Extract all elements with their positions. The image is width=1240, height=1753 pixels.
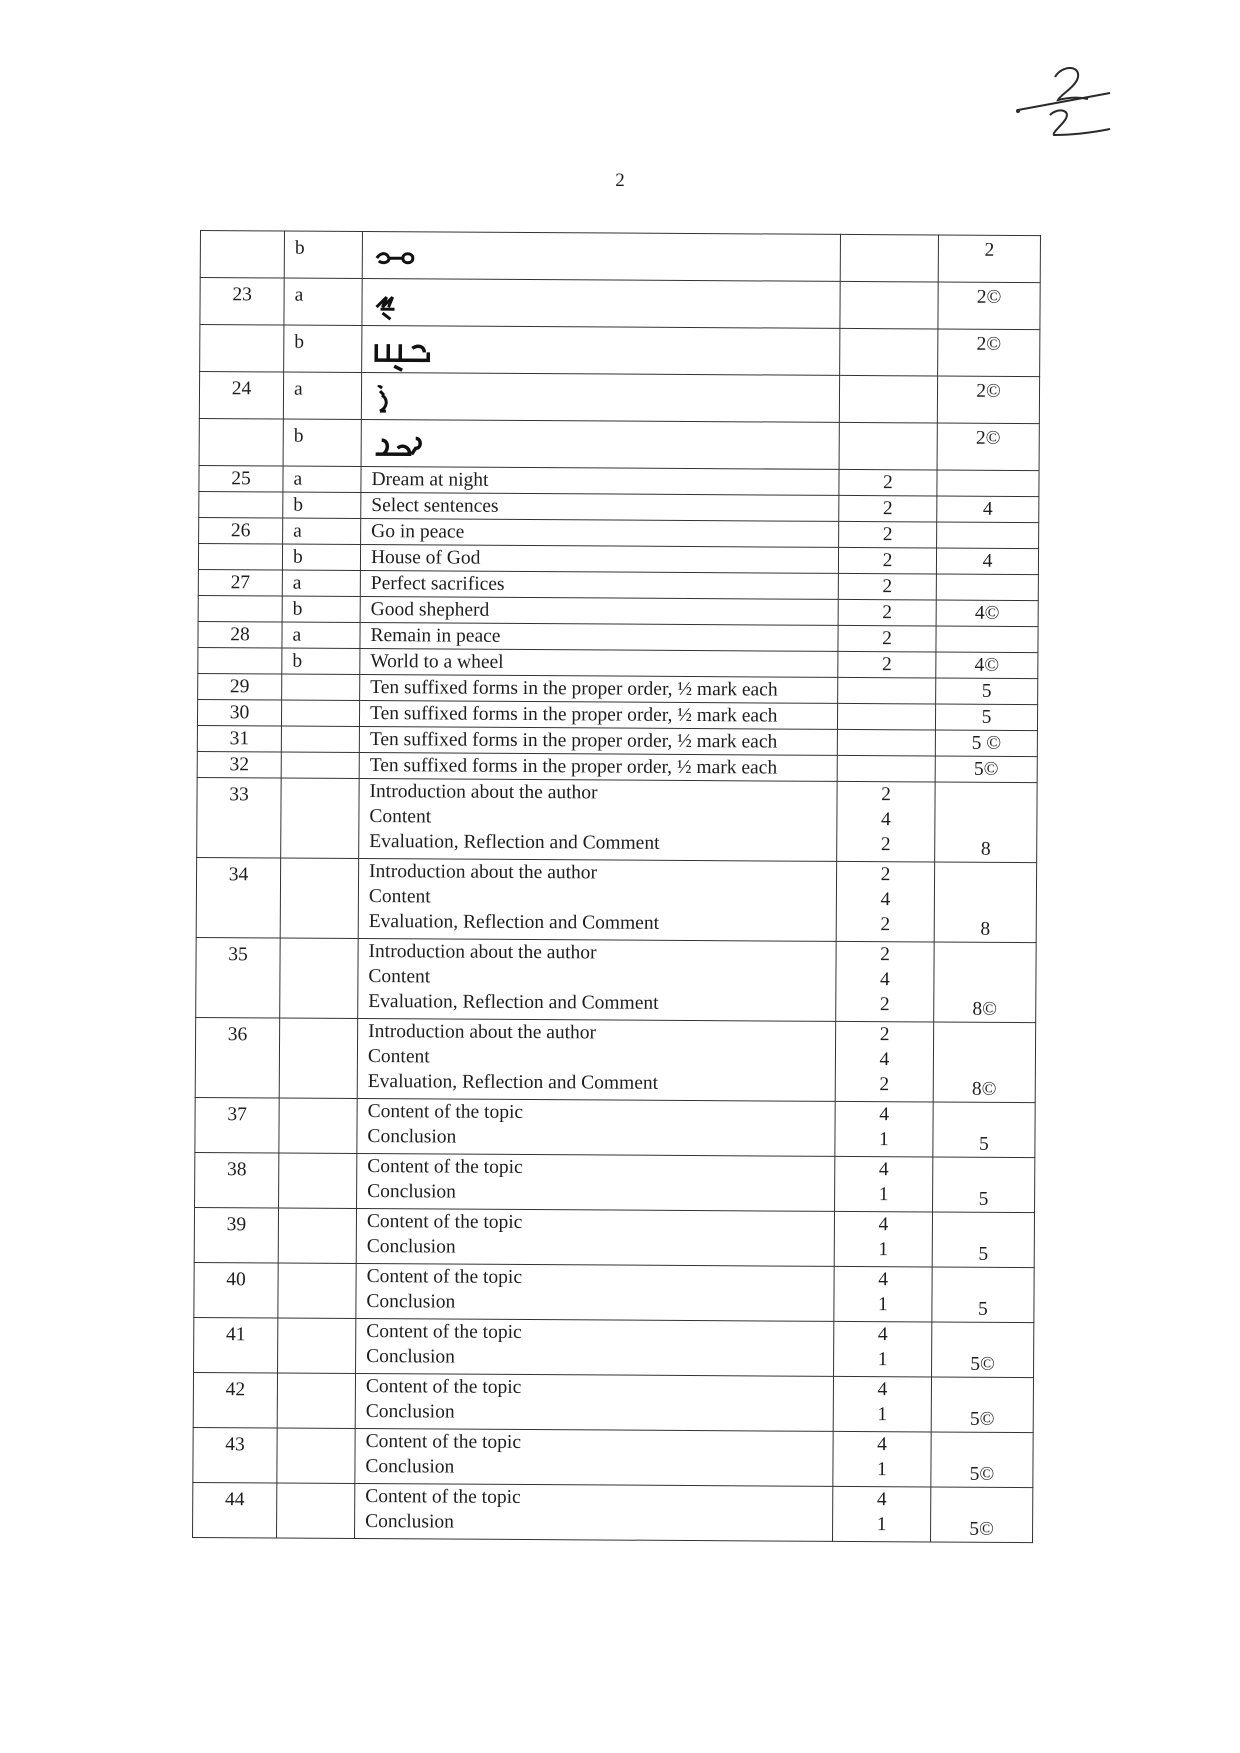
marks-breakdown-cell: [835, 1156, 933, 1212]
sub-part-cell: a: [283, 466, 361, 492]
content-line: Introduction about the author: [369, 861, 598, 884]
content-line: Perfect sacrifices: [370, 573, 505, 595]
marks-breakdown-cell: [835, 1101, 933, 1157]
content-line: Content of the topic: [367, 1101, 524, 1123]
marks-breakdown-cell: [837, 703, 935, 730]
table-row: [194, 1317, 1034, 1377]
marks-breakdown-cell: [839, 495, 937, 522]
answer-content-cell: [357, 1018, 835, 1101]
total-marks-cell: 2©: [938, 282, 1040, 330]
table-row: [193, 1427, 1033, 1487]
mark-value: 2: [879, 1024, 890, 1046]
syriac-word-image: [372, 432, 442, 466]
marks-breakdown-cell: [834, 1266, 932, 1322]
question-number-cell: 31: [197, 725, 281, 752]
total-marks-cell: 4©: [936, 600, 1038, 627]
answer-content-cell: [355, 1483, 833, 1541]
sub-part-cell: a: [284, 278, 362, 325]
answer-content-cell: [360, 648, 838, 677]
sub-part-cell: [278, 1318, 356, 1373]
marks-breakdown-cell: [839, 422, 937, 470]
mark-value: 2: [882, 550, 893, 572]
question-number-cell: 37: [195, 1097, 279, 1153]
marks-breakdown-cell: [834, 1321, 932, 1377]
marks-breakdown-cell: [838, 651, 936, 678]
mark-value: 4: [878, 1269, 889, 1291]
mark-value: 4: [879, 1049, 890, 1071]
sub-part-cell: [281, 726, 359, 752]
content-line: Conclusion: [367, 1126, 457, 1148]
content-line: Content: [367, 1046, 430, 1068]
sub-part-cell: [280, 858, 358, 938]
table-row: [200, 231, 1040, 283]
content-line: Content of the topic: [365, 1376, 522, 1398]
marks-breakdown-cell: [834, 1211, 932, 1267]
total-marks-cell: 2©: [937, 423, 1039, 471]
total-marks-cell: 4: [937, 496, 1039, 523]
content-line: Evaluation, Reflection and Comment: [368, 991, 659, 1014]
mark-value: 4: [877, 1379, 888, 1401]
syriac-word-image: [372, 291, 442, 325]
marks-breakdown-cell: [839, 521, 937, 548]
total-marks-cell: 2©: [937, 376, 1039, 424]
sub-part-cell: a: [283, 518, 361, 544]
total-marks-cell: 5: [932, 1267, 1034, 1323]
total-marks-cell: [936, 626, 1038, 653]
mark-value: 4: [877, 1324, 888, 1346]
page-number: 2: [615, 170, 625, 191]
question-number-cell: 32: [197, 751, 281, 778]
total-marks-cell: 2: [938, 235, 1040, 283]
answer-content-cell: [360, 544, 838, 573]
marks-breakdown-cell: [839, 469, 937, 496]
mark-value: 4: [878, 1159, 889, 1181]
table-row: [199, 372, 1039, 424]
table-row: [195, 1097, 1035, 1157]
question-number-cell: 27: [198, 569, 282, 596]
sub-part-cell: [281, 700, 359, 726]
marks-breakdown-cell: [838, 573, 936, 600]
answer-content-cell: [361, 466, 839, 495]
content-line: Introduction about the author: [368, 941, 597, 964]
mark-value: 2: [882, 602, 893, 624]
marks-breakdown-cell: [840, 281, 938, 329]
content-line: Ten suffixed forms in the proper order, ½ mark each: [369, 703, 778, 727]
mark-value: 2: [880, 864, 891, 886]
mark-value: 4: [879, 969, 890, 991]
syriac-word-image: [372, 338, 442, 372]
content-line: Conclusion: [365, 1511, 455, 1533]
marks-breakdown-cell: [838, 547, 936, 574]
question-number-cell: [199, 418, 283, 466]
mark-value: 4: [877, 1434, 888, 1456]
question-number-cell: [198, 647, 282, 674]
content-line: Evaluation, Reflection and Comment: [368, 911, 660, 934]
content-line: Conclusion: [365, 1401, 455, 1423]
question-number-cell: 28: [198, 621, 282, 648]
answer-content-cell: [360, 570, 838, 599]
marks-breakdown-cell: [833, 1376, 931, 1432]
marks-breakdown-cell: [838, 677, 936, 704]
question-number-cell: [200, 231, 284, 279]
table-row: [200, 325, 1040, 377]
total-marks-cell: 5©: [932, 1322, 1034, 1378]
marks-breakdown-cell: [837, 755, 935, 782]
syriac-word-image: [372, 385, 442, 419]
question-number-cell: 42: [193, 1372, 277, 1428]
question-number-cell: 26: [199, 517, 283, 544]
mark-value: 2: [879, 1074, 890, 1096]
mark-value: 1: [877, 1349, 888, 1371]
sub-part-cell: b: [282, 596, 360, 622]
mark-value: 2: [880, 944, 891, 966]
sub-part-cell: [280, 938, 358, 1018]
answer-content-cell: [357, 1153, 835, 1211]
answer-content-cell: [358, 938, 836, 1021]
total-marks-cell: 8: [935, 782, 1037, 863]
answer-content-cell: [355, 1373, 833, 1431]
sub-part-cell: [277, 1483, 355, 1538]
question-number-cell: [198, 543, 282, 570]
syriac-word-image: [373, 244, 443, 278]
question-number-cell: 41: [194, 1317, 278, 1373]
question-number-cell: [198, 595, 282, 622]
marks-breakdown-cell: [838, 625, 936, 652]
content-line: Content of the topic: [366, 1211, 523, 1233]
content-line: Remain in peace: [370, 625, 501, 647]
sub-part-cell: a: [282, 570, 360, 596]
table-row: [197, 777, 1037, 862]
question-number-cell: 40: [194, 1262, 278, 1318]
content-line: Ten suffixed forms in the proper order, ½ mark each: [370, 677, 778, 701]
answer-content-cell: [362, 231, 840, 281]
table-row: [194, 1207, 1034, 1267]
answer-content-cell: [361, 492, 839, 521]
sub-part-cell: a: [283, 372, 361, 419]
mark-value: 2: [880, 914, 891, 936]
mark-value: 2: [882, 628, 892, 650]
marks-breakdown-cell: [838, 599, 936, 626]
mark-value: 1: [878, 1239, 889, 1261]
mark-value: 2: [879, 994, 890, 1016]
sub-part-cell: [279, 1018, 357, 1098]
table-row: [199, 418, 1039, 470]
content-line: Select sentences: [371, 495, 499, 517]
content-line: Conclusion: [367, 1181, 457, 1203]
answer-content-cell: [357, 1098, 835, 1156]
total-marks-cell: 4: [936, 548, 1038, 575]
content-line: Conclusion: [366, 1346, 456, 1368]
content-line: Content of the topic: [366, 1266, 523, 1288]
total-marks-cell: 5: [935, 704, 1037, 731]
sub-part-cell: [278, 1263, 356, 1318]
content-line: Good shepherd: [370, 599, 490, 621]
total-marks-cell: [937, 522, 1039, 549]
sub-part-cell: b: [283, 492, 361, 518]
mark-value: 2: [882, 524, 893, 546]
answer-content-cell: [359, 778, 837, 861]
answer-content-cell: [356, 1318, 834, 1376]
mark-value: 2: [882, 498, 893, 520]
answer-content-cell: [362, 278, 840, 328]
content-line: Ten suffixed forms in the proper order, ½ mark each: [369, 729, 778, 753]
sub-part-cell: b: [283, 419, 361, 466]
table-row: [200, 278, 1040, 330]
answer-content-cell: [362, 325, 840, 375]
content-line: Conclusion: [365, 1456, 455, 1478]
total-marks-cell: [937, 470, 1039, 497]
marks-breakdown-cell: [840, 234, 938, 282]
content-line: Introduction about the author: [368, 1021, 597, 1044]
answer-content-cell: [360, 674, 838, 703]
total-marks-cell: [936, 574, 1038, 601]
sub-part-cell: b: [282, 648, 360, 674]
answer-content-cell: [360, 622, 838, 651]
question-number-cell: 25: [199, 465, 283, 492]
mark-value: 4: [880, 809, 891, 831]
content-line: Content of the topic: [366, 1321, 522, 1343]
mark-value: 1: [878, 1294, 888, 1316]
question-number-cell: [199, 491, 283, 518]
question-number-cell: 24: [199, 372, 283, 420]
answer-content-cell: [360, 596, 838, 625]
content-line: Conclusion: [366, 1236, 456, 1258]
question-number-cell: 39: [194, 1207, 278, 1263]
mark-value: 2: [882, 576, 893, 598]
marks-breakdown-cell: [833, 1486, 931, 1542]
table-row: [194, 1262, 1034, 1322]
content-line: Evaluation, Reflection and Comment: [367, 1071, 659, 1094]
marks-breakdown-cell: [840, 328, 938, 376]
mark-value: 1: [878, 1184, 889, 1206]
mark-value: 4: [879, 1104, 890, 1126]
sub-part-cell: [281, 752, 359, 778]
content-line: Evaluation, Reflection and Comment: [369, 831, 660, 854]
answer-content-cell: [356, 1263, 834, 1321]
answer-content-cell: [359, 726, 837, 755]
content-line: Content: [369, 806, 432, 828]
table-row: [196, 857, 1036, 942]
table-row: [193, 1482, 1033, 1542]
answer-content-cell: [361, 372, 839, 422]
sub-part-cell: [277, 1428, 355, 1483]
total-marks-cell: 5©: [930, 1487, 1032, 1543]
content-line: Content of the topic: [365, 1486, 521, 1508]
marks-breakdown-cell: [839, 375, 937, 423]
total-marks-cell: 8©: [933, 1022, 1035, 1103]
total-marks-cell: 2©: [938, 329, 1040, 377]
total-marks-cell: 5 ©: [935, 730, 1037, 757]
content-line: Ten suffixed forms in the proper order, ½ mark each: [369, 755, 778, 779]
handwritten-page-mark: [1010, 55, 1130, 150]
content-line: Dream at night: [371, 469, 489, 491]
total-marks-cell: 5: [936, 678, 1038, 705]
mark-value: 1: [877, 1459, 887, 1481]
content-line: World to a wheel: [370, 651, 504, 673]
content-line: Go in peace: [371, 521, 465, 543]
content-line: Content: [368, 966, 431, 988]
question-number-cell: 33: [197, 777, 281, 858]
question-number-cell: 44: [193, 1482, 277, 1538]
sub-part-cell: a: [282, 622, 360, 648]
sub-part-cell: b: [282, 544, 360, 570]
answer-content-cell: [359, 700, 837, 729]
content-line: House of God: [370, 547, 481, 569]
mark-value: 2: [880, 834, 891, 856]
mark-value: 2: [881, 654, 892, 676]
sub-part-cell: [279, 1098, 357, 1153]
mark-value: 2: [881, 784, 892, 806]
answer-content-cell: [361, 419, 839, 469]
mark-value: 4: [876, 1489, 887, 1511]
sub-part-cell: [279, 1153, 357, 1208]
content-line: Content: [368, 886, 431, 908]
total-marks-cell: 5©: [931, 1432, 1033, 1488]
table-row: [196, 937, 1036, 1022]
answer-content-cell: [359, 752, 837, 781]
marks-breakdown-cell: [836, 941, 934, 1022]
mark-value: 1: [879, 1129, 889, 1151]
content-line: Conclusion: [366, 1291, 456, 1313]
table-row: [195, 1017, 1035, 1102]
total-marks-cell: 5©: [935, 756, 1037, 783]
marks-breakdown-cell: [837, 729, 935, 756]
answer-content-cell: [356, 1208, 834, 1266]
question-number-cell: 35: [196, 937, 280, 1018]
question-number-cell: 36: [195, 1017, 279, 1098]
sub-part-cell: [281, 778, 359, 858]
table-row: [193, 1372, 1033, 1432]
marks-breakdown-cell: [836, 861, 934, 942]
question-number-cell: 34: [196, 857, 280, 938]
answer-content-cell: [355, 1428, 833, 1486]
marking-scheme-table: [192, 230, 1041, 1543]
question-number-cell: 23: [200, 278, 284, 326]
total-marks-cell: 5: [933, 1102, 1035, 1158]
marks-breakdown-cell: [837, 781, 935, 862]
sub-part-cell: [277, 1373, 355, 1428]
table-row: [195, 1152, 1035, 1212]
total-marks-cell: 8©: [934, 942, 1036, 1023]
sub-part-cell: [278, 1208, 356, 1263]
question-number-cell: 30: [197, 699, 281, 726]
total-marks-cell: 5: [932, 1212, 1034, 1268]
question-number-cell: 43: [193, 1427, 277, 1483]
mark-value: 4: [878, 1214, 889, 1236]
mark-value: 1: [877, 1404, 888, 1426]
sub-part-cell: b: [284, 325, 362, 372]
total-marks-cell: 4©: [936, 652, 1038, 679]
total-marks-cell: 5: [933, 1157, 1035, 1213]
answer-content-cell: [358, 858, 836, 941]
answer-content-cell: [361, 518, 839, 547]
question-number-cell: [200, 325, 284, 373]
mark-value: 2: [883, 472, 893, 494]
question-number-cell: 38: [195, 1152, 279, 1208]
mark-value: 4: [880, 889, 891, 911]
total-marks-cell: 8: [934, 862, 1036, 943]
question-number-cell: 29: [198, 673, 282, 700]
content-line: Introduction about the author: [369, 781, 598, 804]
marks-breakdown-cell: [835, 1021, 933, 1102]
total-marks-cell: 5©: [931, 1377, 1033, 1433]
sub-part-cell: [282, 674, 360, 700]
mark-value: 1: [876, 1514, 887, 1536]
marks-breakdown-cell: [833, 1431, 931, 1487]
content-line: Content of the topic: [367, 1156, 523, 1178]
content-line: Content of the topic: [365, 1431, 522, 1453]
sub-part-cell: b: [284, 231, 362, 278]
